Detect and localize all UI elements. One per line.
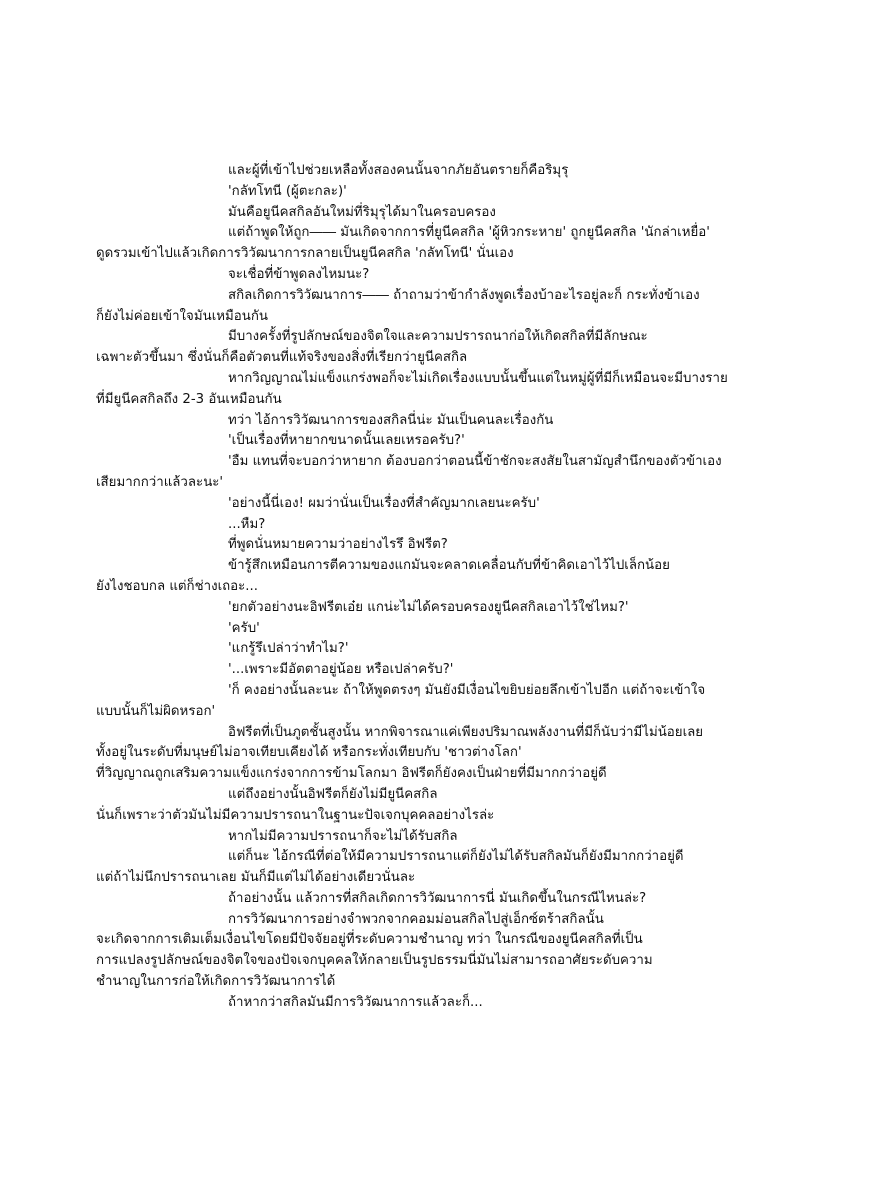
text-line: 'อย่างนี้นี่เอง! ผมว่านั่นเป็นเรื่องที่สำคัญมากเลยนะครับ' [228,495,540,511]
paragraph [96,681,732,723]
text-line: ...หืม? [228,516,266,532]
text-line: 'กลัทโทนี (ผู้ตะกละ)' [228,183,347,199]
text-line: มีบางครั้งที่รูปลักษณ์ของจิตใจและความปรารถนาก่อให้เกิดสกิลที่มีลักษณะ [228,329,648,345]
paragraph [162,411,732,432]
paragraph [96,369,732,411]
text-line: และผู้ที่เข้าไปช่วยเหลือทั้งสองคนนั้นจากภัยอันตรายก็คือริมุรุ [228,163,569,178]
text-line: ดูดรวมเข้าไปแล้วเกิดการวิวัฒนาการกลายเป็นยูนีคสกิล 'กลัทโทนี' นั่นเอง [96,246,514,262]
text-line: ยังไงชอบกล แต่ก็ช่างเถอะ... [96,578,258,594]
paragraph [96,223,732,265]
text-line: หากวิญญาณไม่แข็งแกร่งพอก็จะไม่เกิดเรื่องแบบนั้นขึ้นแต่ในหมู่ผู้ที่มีก็เหมือนจะมีบางราย [228,370,728,386]
paragraph [162,993,732,1014]
text-line: ถ้าอย่างนั้น แล้วการที่สกิลเกิดการวิวัฒนาการนี่ มันเกิดขึ้นในกรณีไหนล่ะ? [228,890,647,906]
text-line: สกิลเกิดการวิวัฒนาการ―― ถ้าถามว่าข้ากำลังพูดเรื่องบ้าอะไรอยู่ละก็ กระทั่งข้าเอง [228,287,700,303]
text-line: เฉพาะตัวขึ้นมา ซึ่งนั่นก็คือตัวตนที่แท้จริงของสิ่งที่เรียกว่ายูนีคสกิล [96,350,468,366]
paragraph [162,494,732,515]
text-line: เสียมากกว่าแล้วละนะ' [96,474,224,490]
paragraph [96,452,732,494]
paragraph [96,286,732,328]
text-line: ก็ยังไม่ค่อยเข้าใจมันเหมือนกัน [96,308,268,324]
paragraph [96,910,732,993]
paragraph [162,827,732,848]
text-line: 'เป็นเรื่องที่หายากขนาดนั้นเลยเหรอครับ?' [228,433,465,449]
paragraph [162,203,732,224]
text-line: ที่วิญญาณถูกเสริมความแข็งแกร่งจากการข้ามโลกมา อิฟรีตก็ยังคงเป็นฝ่ายที่มีมากกว่าอยู่ดี [96,766,607,782]
paragraph [162,660,732,681]
paragraph [162,182,732,203]
paragraph [96,847,732,889]
paragraph [162,161,732,182]
text-line: ที่พูดนั่นหมายความว่าอย่างไรรึ อิฟรีต? [228,537,448,553]
text-line: หากไม่มีความปรารถนาก็จะไม่ได้รับสกิล [228,828,458,844]
paragraph [162,889,732,910]
paragraph [96,785,732,827]
paragraph [162,535,732,556]
text-line: มันคือยูนีคสกิลอันใหม่ที่ริมุรุได้มาในครอบครอง [228,204,496,220]
text-line: 'ก็ คงอย่างนั้นละนะ ถ้าให้พูดตรงๆ มันยังมีเงื่อนไขยิบย่อยลึกเข้าไปอีก แต่ถ้าจะเข้าใจ [228,682,706,698]
text-line: ข้ารู้สึกเหมือนการตีความของแกมันจะคลาดเคลื่อนกับที่ข้าคิดเอาไว้ไปเล็กน้อย [228,558,670,574]
text-line: การวิวัฒนาการอย่างจำพวกจากคอมม่อนสกิลไปสู่เอ็กซ์ตร้าสกิลนั้น [228,911,604,927]
paragraph [162,598,732,619]
text-line: การแปลงรูปลักษณ์ของจิตใจของปัจเจกบุคคลให้กลายเป็นรูปธรรมนี่มันไม่สามารถอาศัยระดับความ [96,953,653,969]
text-line: 'ครับ' [228,620,260,636]
paragraph [162,515,732,536]
text-line: 'แกรู้รึเปล่าว่าทำไม?' [228,641,349,657]
text-line: 'อืม แทนที่จะบอกว่าหายาก ต้องบอกว่าตอนนี้ข้าชักจะสงสัยในสามัญสำนึกของตัวข้าเอง [228,454,722,470]
text-line: ทั้งอยู่ในระดับที่มนุษย์ไม่อาจเทียบเคียงได้ หรือกระทั่งเทียบกับ 'ชาวต่างโลก' [96,745,522,761]
text-line: นั่นก็เพราะว่าตัวมันไม่มีความปรารถนาในฐานะปัจเจกบุคคลอย่างไรล่ะ [96,807,495,823]
paragraph [96,556,732,598]
text-line: จะเกิดจากการเติมเต็มเงื่อนไขโดยมีปัจจัยอยู่ที่ระดับความชำนาญ ทว่า ในกรณีของยูนีคสกิลที่เป็น [96,932,643,948]
text-line: '...เพราะมีอัตตาอยู่น้อย หรือเปล่าครับ?' [228,662,454,678]
text-line: ชำนาญในการก่อให้เกิดการวิวัฒนาการได้ [96,974,336,990]
text-line: แต่ก็นะ ไอ้กรณีที่ต่อให้มีความปรารถนาแต่ก็ยังไม่ได้รับสกิลมันก็ยังมีมากกว่าอยู่ดี [228,849,684,865]
text-line: ถ้าหากว่าสกิลมันมีการวิวัฒนาการแล้วละก็... [228,994,483,1010]
text-line: จะเชื่อที่ข้าพูดลงไหมนะ? [228,266,370,282]
paragraph [96,327,732,369]
text-line: แต่ถ้าพูดให้ถูก―― มันเกิดจากการที่ยูนีคสกิล 'ผู้หิวกระหาย' ถูกยูนีคสกิล 'นักล่าเหยื่อ' [228,225,710,241]
paragraph [162,431,732,452]
text-line: ทว่า ไอ้การวิวัฒนาการของสกิลนี่น่ะ มันเป็นคนละเรื่องกัน [228,412,554,428]
text-line: แต่ถ้าไม่นึกปรารถนาเลย มันก็มีแต่ไม่ได้อย่างเดียวนั่นละ [96,870,416,886]
text-line: 'ยกตัวอย่างนะอิฟรีตเอ๋ย แกน่ะไม่ได้ครอบครองยูนีคสกิลเอาไว้ใช่ไหม?' [228,599,629,615]
text-line: อิฟรีตที่เป็นภูตชั้นสูงนั้น หากพิจารณาแค่เพียงปริมาณพลังงานที่มีก็นับว่ามีไม่น้อยเลย [228,724,704,740]
paragraph [162,639,732,660]
paragraph [162,265,732,286]
paragraph [162,619,732,640]
body-text [96,161,732,1014]
text-line: ที่มียูนีคสกิลถึง 2-3 อันเหมือนกัน [96,391,282,407]
text-line: แต่ถึงอย่างนั้นอิฟรีตก็ยังไม่มียูนีคสกิล [228,786,438,802]
text-line: แบบนั้นก็ไม่ผิดหรอก' [96,703,216,719]
paragraph [96,723,732,785]
